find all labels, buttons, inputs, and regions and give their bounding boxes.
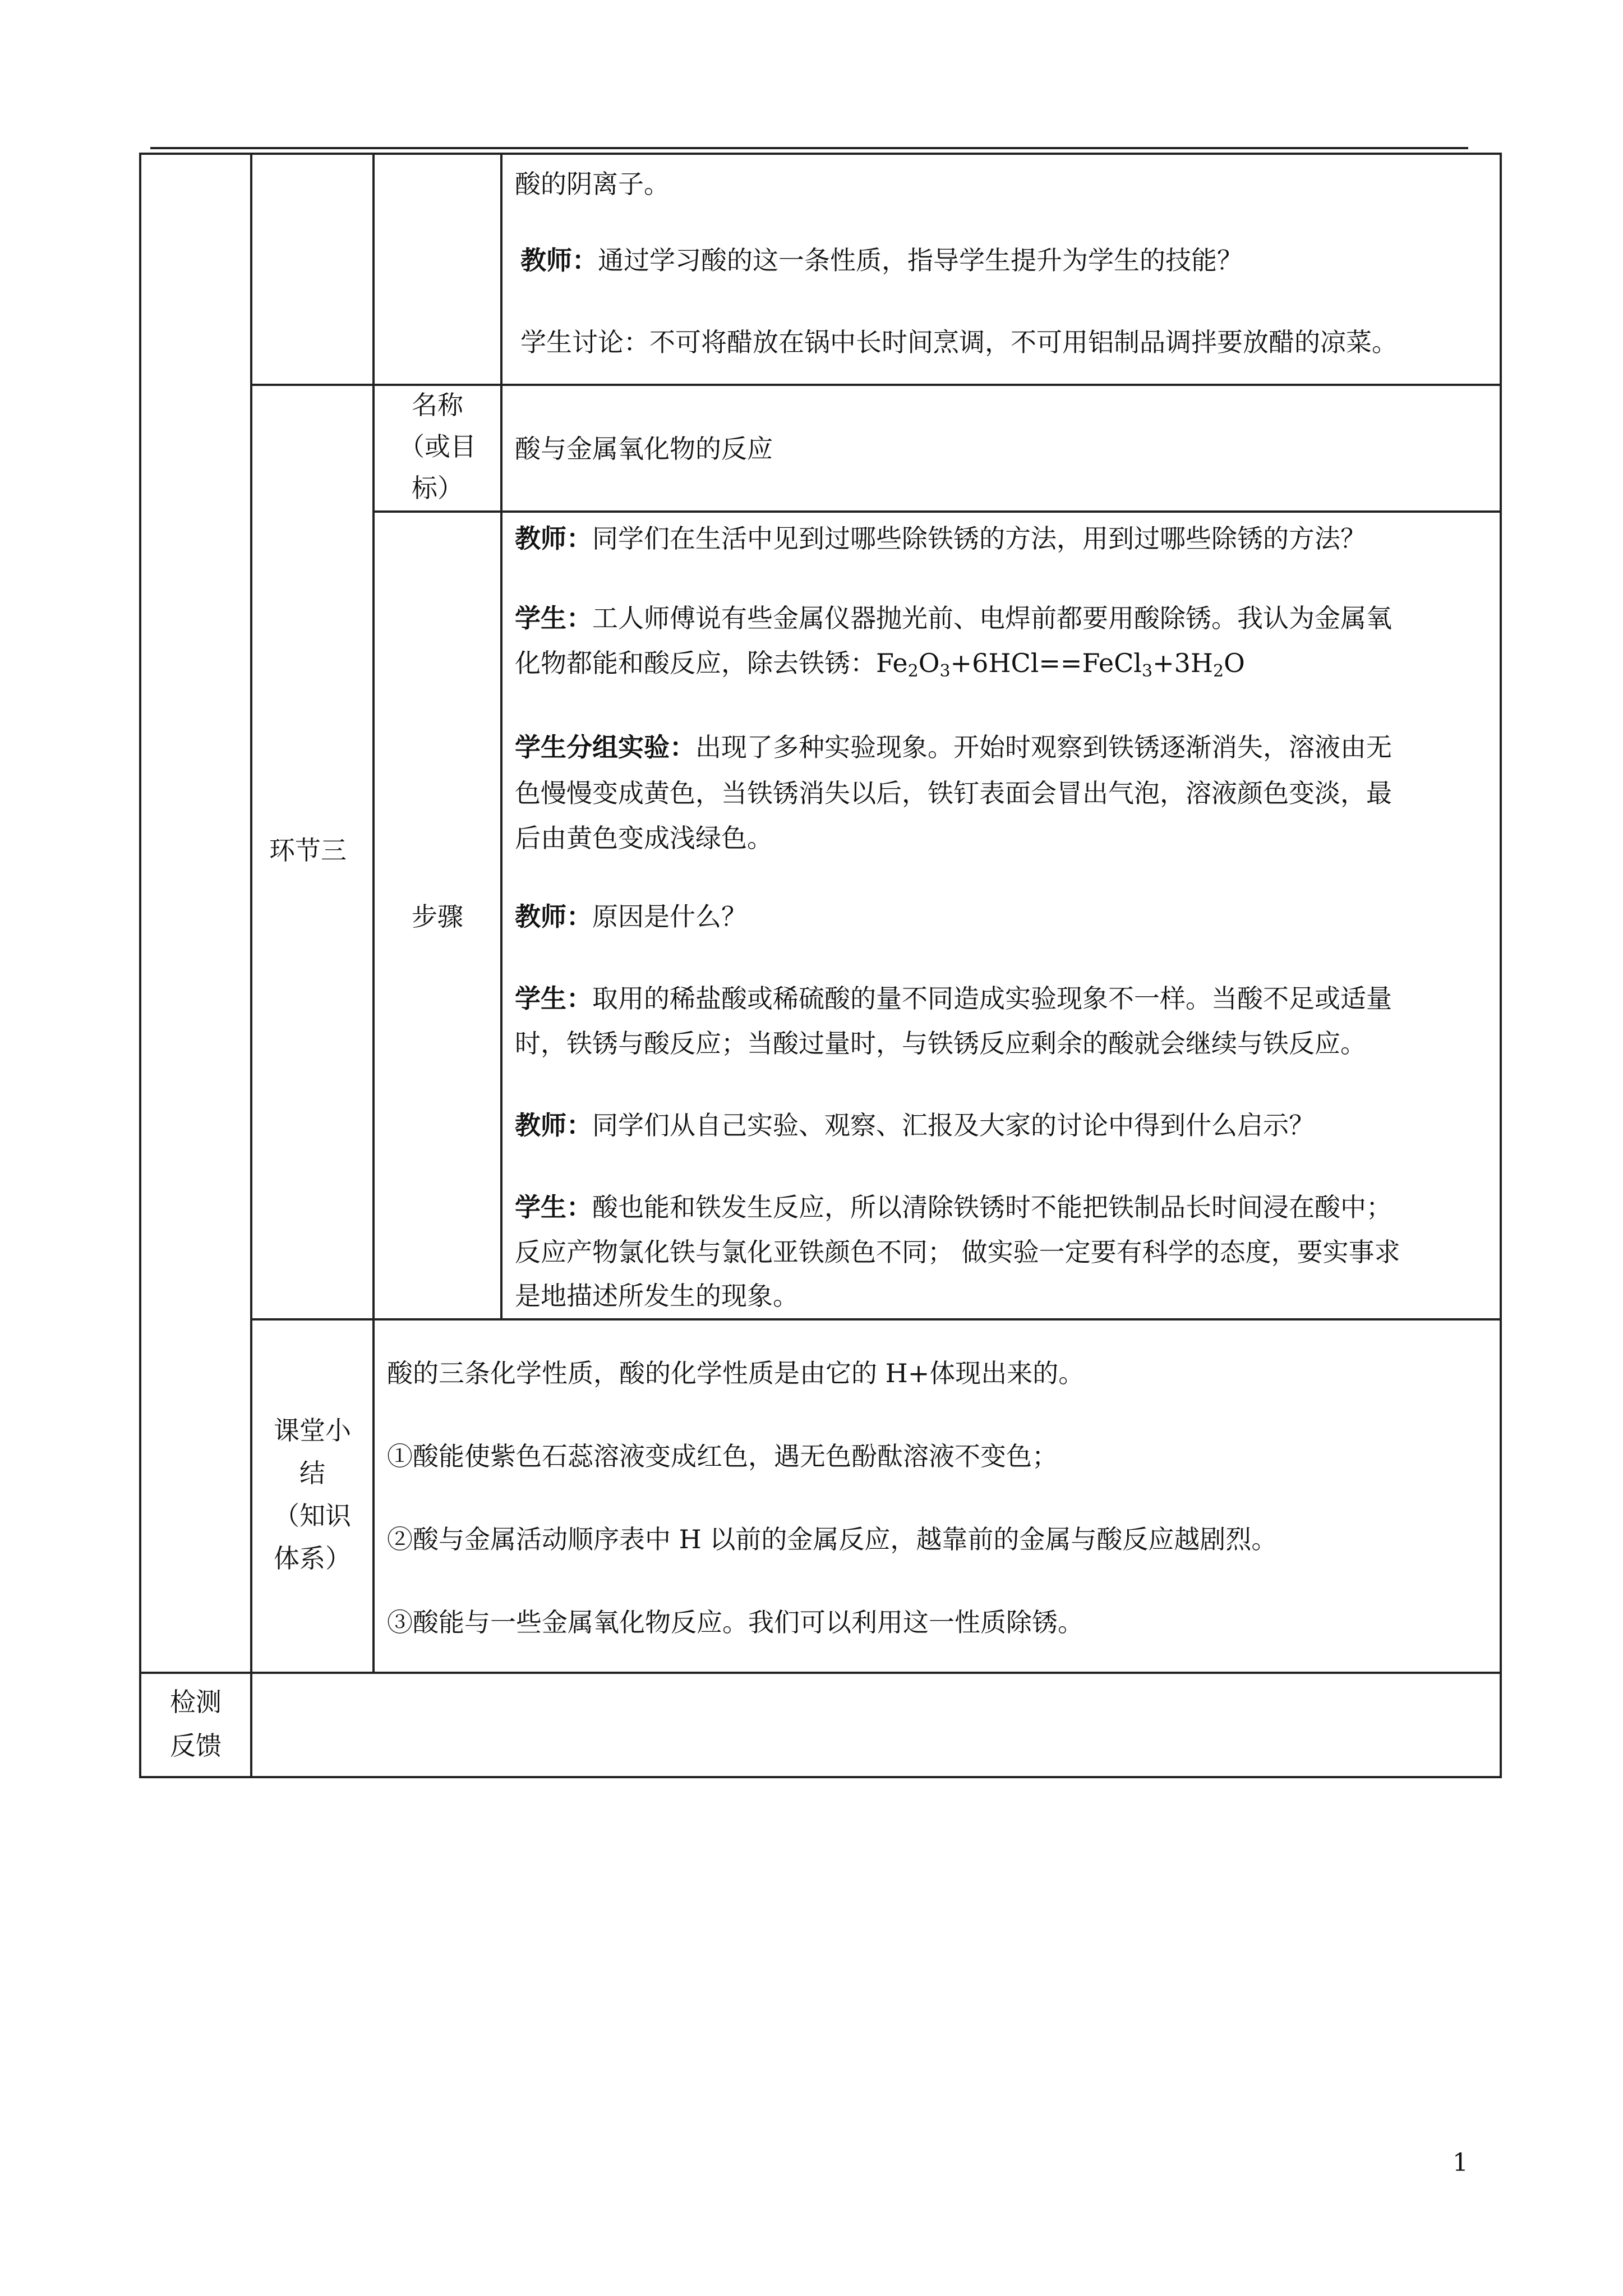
name-label-line-2: （或目 [399,431,476,462]
summary-line-3: ③酸能与一些金属氧化物反应。我们可以利用这一性质除锈。 [387,1607,1083,1637]
top-teacher-text: 通过学习酸的这一条性质，指导学生提升为学生的技能？ [598,245,1243,275]
name-label-line-3: 标） [412,473,463,503]
step-p1 [515,522,1366,555]
step-p4 [515,900,747,933]
top-line-1: 酸的阴离子。 [515,169,670,199]
step-p6-label: 教师： [515,1110,592,1140]
summary-label-line-4: 体系） [274,1543,351,1573]
summary-label-line-3: （知识 [274,1501,351,1531]
step-p3-line-2: 色慢慢变成黄色，当铁锈消失以后，铁钉表面会冒出气泡，溶液颜色变淡，最 [515,778,1392,808]
summary-label-line-2: 结 [299,1458,325,1488]
col-divider-1 [250,153,252,1778]
step-p7-line-2: 反应产物氯化铁与氯化亚铁颜色不同； 做实验一定要有科学的态度，要实事求 [515,1237,1400,1267]
summary-line-1: ①酸能使紫色石蕊溶液变成红色，遇无色酚酞溶液不变色； [387,1441,1058,1471]
steps-label: 步骤 [412,901,463,932]
name-label-line-1: 名称 [412,390,463,420]
step-p3-line-1 [515,730,1392,764]
step-p5-text-a: 取用的稀盐酸或稀硫酸的量不同造成实验现象不一样。当酸不足或适量 [592,983,1392,1014]
row-divider-1 [250,384,1502,386]
step-p7-line-3: 是地描述所发生的现象。 [515,1281,799,1311]
stage-label: 环节三 [269,835,347,866]
step-p1-label: 教师： [515,523,592,554]
step-p4-text: 原因是什么？ [592,901,747,932]
step-p3-line-3: 后由黄色变成浅绿色。 [515,823,773,853]
summary-line-2: ②酸与金属活动顺序表中 H 以前的金属反应，越靠前的金属与酸反应越剧烈。 [387,1524,1278,1554]
step-p7-text-a: 酸也能和铁发生反应，所以清除铁锈时不能把铁制品长时间浸在酸中； [592,1192,1392,1222]
step-p3-text-a: 出现了多种实验现象。开始时观察到铁锈逐渐消失，溶液由无 [695,732,1392,762]
page-number: 1 [1453,2148,1468,2177]
step-p2-label: 学生： [515,603,592,633]
step-p7-line-1 [515,1190,1392,1224]
feedback-label-line-2: 反馈 [170,1731,222,1761]
step-p6 [515,1108,1315,1142]
step-p2-line-1 [515,601,1392,635]
row-divider-4 [139,1672,1502,1674]
step-p5-label: 学生： [515,983,592,1014]
step-p2-line-2 [515,646,1245,688]
step-p7-label: 学生： [515,1192,592,1222]
step-p2-text-b: 化物都能和酸反应，除去铁锈： [515,648,876,678]
top-discussion-text: 不可将醋放在锅中长时间烹调，不可用铝制品调拌要放醋的凉菜。 [649,327,1398,357]
feedback-label-line-1: 检测 [170,1687,222,1717]
top-discussion-line [520,325,1398,359]
chemical-equation: $Fe_2O_3+6HCl==FeCl_3+3H_2O$ [876,648,1245,681]
step-p1-text: 同学们在生活中见到过哪些除铁锈的方法，用到过哪些除锈的方法？ [592,523,1366,554]
row-divider-3 [250,1318,1502,1320]
col-divider-3 [500,153,502,1319]
header-rule [150,147,1468,149]
summary-label-line-1: 课堂小 [274,1415,351,1446]
step-p4-label: 教师： [515,901,592,932]
row-divider-2 [372,510,1502,513]
step-p6-text: 同学们从自己实验、观察、汇报及大家的讨论中得到什么启示？ [592,1110,1315,1140]
top-teacher-line [520,243,1243,277]
summary-line-0: 酸的三条化学性质，酸的化学性质是由它的 H+体现出来的。 [387,1358,1085,1388]
name-value: 酸与金属氧化物的反应 [515,434,773,464]
step-p3-label: 学生分组实验： [515,732,695,762]
top-teacher-label: 教师： [520,245,598,275]
top-discussion-label: 学生讨论： [520,327,649,357]
step-p2-text-a: 工人师傅说有些金属仪器抛光前、电焊前都要用酸除锈。我认为金属氧 [592,603,1392,633]
step-p5-line-1 [515,982,1392,1015]
step-p5-line-2: 时，铁锈与酸反应；当酸过量时，与铁锈反应剩余的酸就会继续与铁反应。 [515,1028,1366,1059]
